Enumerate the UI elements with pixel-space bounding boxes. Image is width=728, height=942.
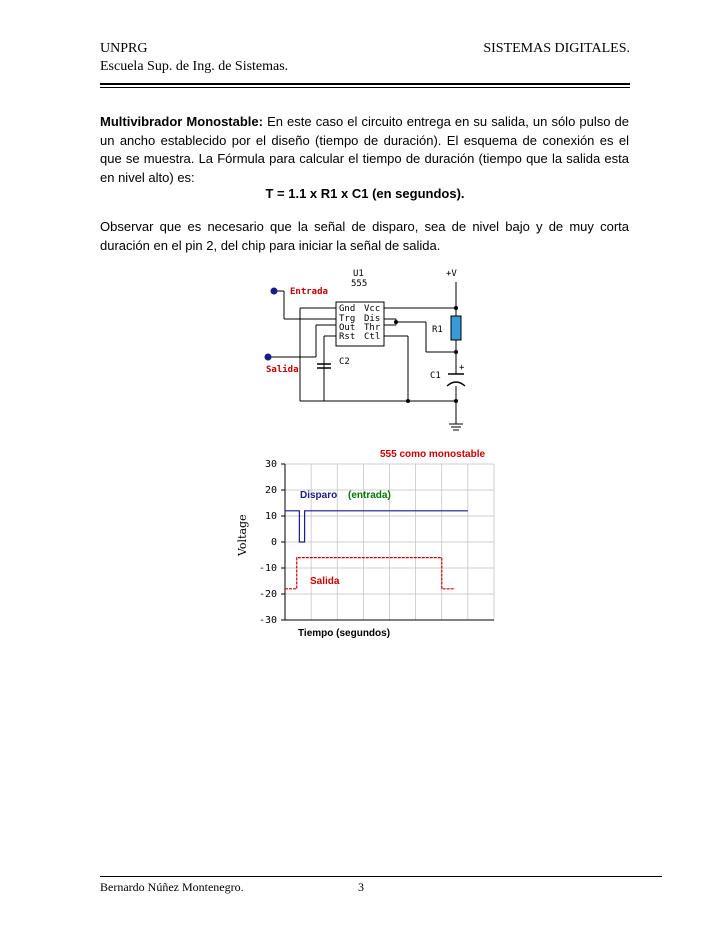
output-label: Salida (266, 365, 299, 375)
footer-page-number: 3 (358, 880, 364, 894)
supply-label: +V (446, 269, 457, 279)
formula: T = 1.1 x R1 x C1 (en segundos). (265, 186, 465, 201)
intro-text: En este caso el circuito entrega en su salida, un sólo pulso de un ancho establecido por el diseño (tiempo de duración). El esquema de conexión es el que se muestra. La Fórmula para calcular el tiempo de duración (tiempo que la salida esta en nivel alto) es: (100, 114, 630, 185)
series-line-disparo (285, 511, 468, 542)
r1-label: R1 (432, 325, 443, 335)
header-org: UNPRG (100, 41, 148, 56)
y-axis-label: Voltage (236, 514, 249, 556)
input-label: Entrada (290, 287, 328, 297)
circuit-wires (268, 282, 456, 424)
intro-title: Multivibrador Monostable: (100, 114, 263, 129)
c1-polarity: + (459, 363, 465, 373)
chip-ref: U1 (353, 269, 364, 279)
annotation-salida: Salida (310, 576, 340, 587)
intro-paragraph (100, 113, 629, 187)
r1-resistor (451, 316, 461, 340)
y-tick-label: 20 (264, 485, 277, 496)
ground-icon (449, 424, 463, 430)
pin-ctl: Ctl (364, 332, 381, 342)
pin-rst: Rst (339, 332, 356, 342)
timing-chart (230, 444, 500, 644)
header-rule-thin (100, 87, 630, 88)
y-tick-label: -20 (258, 589, 277, 600)
chart-title: 555 como monostable (380, 449, 486, 460)
pin-out: Out (339, 323, 356, 333)
y-tick-label: 0 (270, 537, 277, 548)
note-paragraph: Observar que es necesario que la señal de disparo, sea de nivel bajo y de muy corta duración en el pin 2, del chip para iniciar la señal de salida. (100, 219, 629, 253)
footer-author: Bernardo Núñez Montenegro. (100, 880, 244, 894)
pin-vcc: Vcc (364, 304, 381, 314)
y-tick-label: -30 (258, 615, 277, 626)
header-course: SISTEMAS DIGITALES. (483, 41, 630, 56)
c2-label: C2 (339, 357, 350, 367)
chip-part: 555 (351, 279, 368, 289)
annotation-entrada: (entrada) (348, 490, 391, 501)
c1-plate-bottom (447, 382, 465, 386)
footer-rule (100, 876, 662, 877)
y-tick-label: 30 (264, 459, 277, 470)
header-left (100, 40, 288, 76)
header-school: Escuela Sup. de Ing. de Sistemas. (100, 59, 289, 74)
y-tick-label: 10 (264, 511, 277, 522)
pin-thr: Thr (364, 323, 381, 333)
circuit-schematic (260, 264, 480, 439)
input-terminal (271, 288, 278, 295)
x-axis-label: Tiempo (segundos) (298, 628, 391, 639)
header-rule-thick (100, 83, 630, 85)
pin-dis: Dis (364, 314, 381, 324)
pin-gnd: Gnd (339, 304, 356, 314)
annotation-disparo: Disparo (300, 490, 338, 501)
c1-label: C1 (430, 371, 441, 381)
y-tick-labels (259, 459, 285, 626)
output-terminal (265, 354, 272, 361)
junction-dots (394, 306, 458, 403)
pin-trg: Trg (339, 314, 356, 324)
chart-grid (285, 464, 494, 620)
y-tick-label: -10 (258, 563, 277, 574)
